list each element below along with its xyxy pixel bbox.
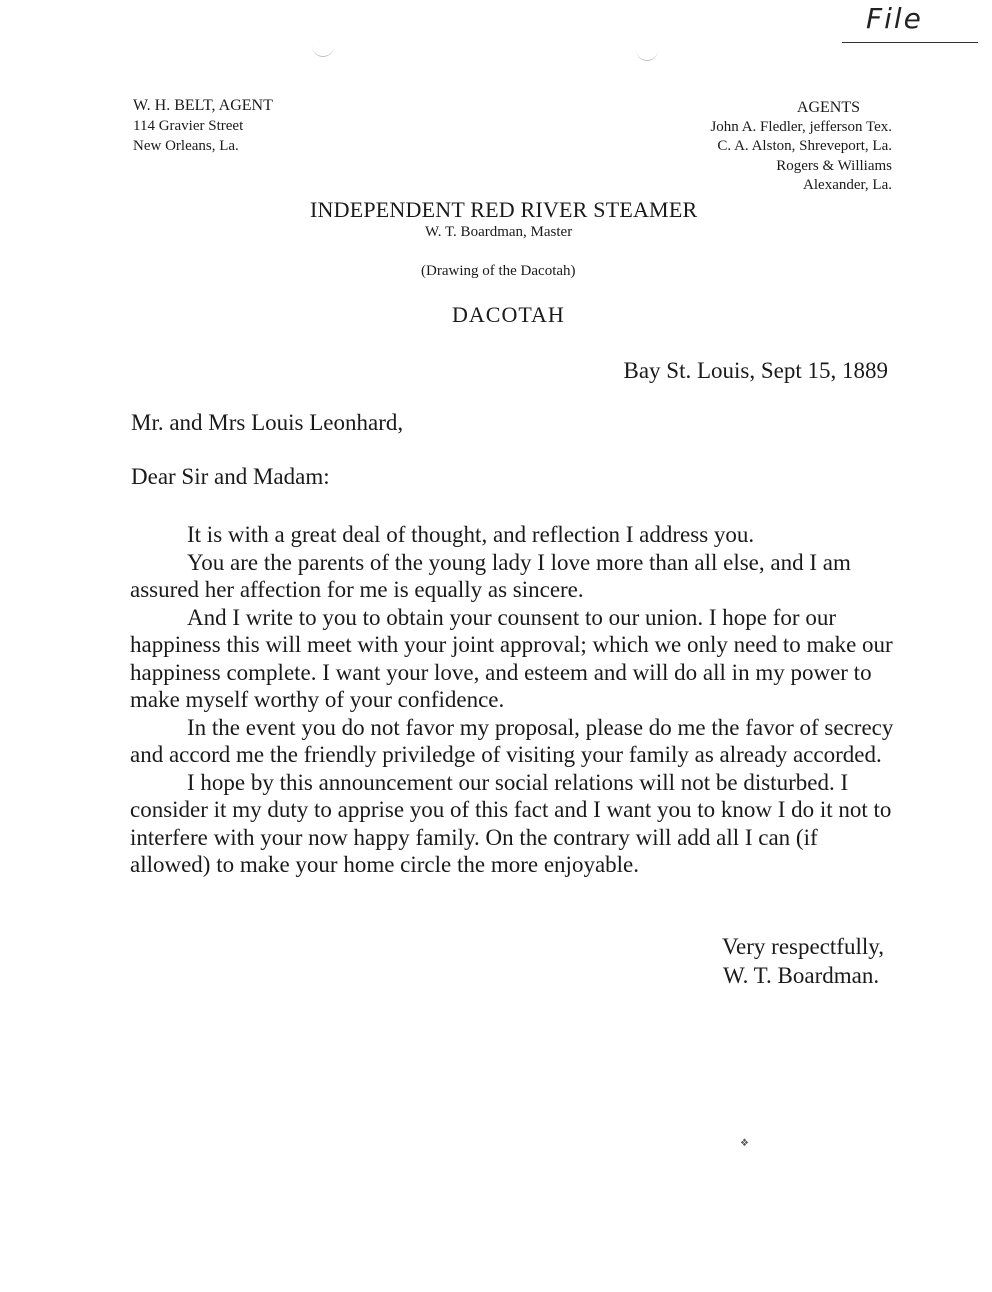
signature: W. T. Boardman.: [723, 963, 880, 988]
scan-mark: [312, 46, 334, 57]
scan-speck: ❖: [740, 1138, 749, 1149]
closing-phrase: Very respectfully,: [722, 934, 884, 959]
left-agent-city: New Orleans, La.: [133, 138, 239, 154]
master-line: W. T. Boardman, Master: [425, 224, 573, 240]
agent-line: John A. Fledler, jefferson Tex.: [710, 118, 892, 135]
letter-paragraph: It is with a great deal of thought, and reflection I address you.: [187, 522, 755, 547]
left-agent-street: 114 Gravier Street: [133, 118, 244, 134]
letterhead-title: INDEPENDENT RED RIVER STEAMER: [310, 197, 698, 222]
letter-paragraph: And I write to you to obtain your counsent to our union. I hope for our happiness this will meet with your joint approval; which we only need to make our happiness complete. I want your love, and esteem and will do all in my power to make myself worthy of your confidence.: [130, 604, 893, 712]
left-agent-block: [133, 96, 273, 156]
agents-heading: AGENTS: [796, 99, 860, 116]
closing-block: [722, 932, 884, 990]
drawing-note: (Drawing of the Dacotah): [421, 263, 576, 279]
salutation: Dear Sir and Madam:: [131, 464, 330, 489]
place-and-date: Bay St. Louis, Sept 15, 1889: [623, 358, 888, 383]
right-agents-block: [710, 98, 892, 196]
left-agent-name: W. H. BELT, AGENT: [133, 97, 273, 114]
letter-paragraph: In the event you do not favor my proposal, please do me the favor of secrecy and accord me the friendly priviledge of visiting your family as already accorded.: [130, 714, 894, 767]
agent-line: Alexander, La.: [803, 177, 892, 193]
letter-body: [130, 521, 900, 879]
letter-paragraph: You are the parents of the young lady I love more than all else, and I am assured her affection for me is equally as sincere.: [130, 549, 851, 602]
addressee: Mr. and Mrs Louis Leonhard,: [131, 410, 404, 435]
scan-mark: [636, 50, 658, 61]
agent-line: C. A. Alston, Shreveport, La.: [717, 138, 892, 154]
letter-paragraph: I hope by this announcement our social relations will not be disturbed. I consider it my duty to apprise you of this fact and I want you to know I do it not to interfere with your now happy family. On the contrary will add all I can (if allowed) to make your home circle the more enjoyable.: [130, 769, 892, 877]
file-note-underline: [842, 42, 978, 43]
boat-name: DACOTAH: [452, 302, 565, 327]
agent-line: Rogers & Williams: [776, 157, 892, 174]
file-handwritten-note: File: [866, 2, 923, 35]
